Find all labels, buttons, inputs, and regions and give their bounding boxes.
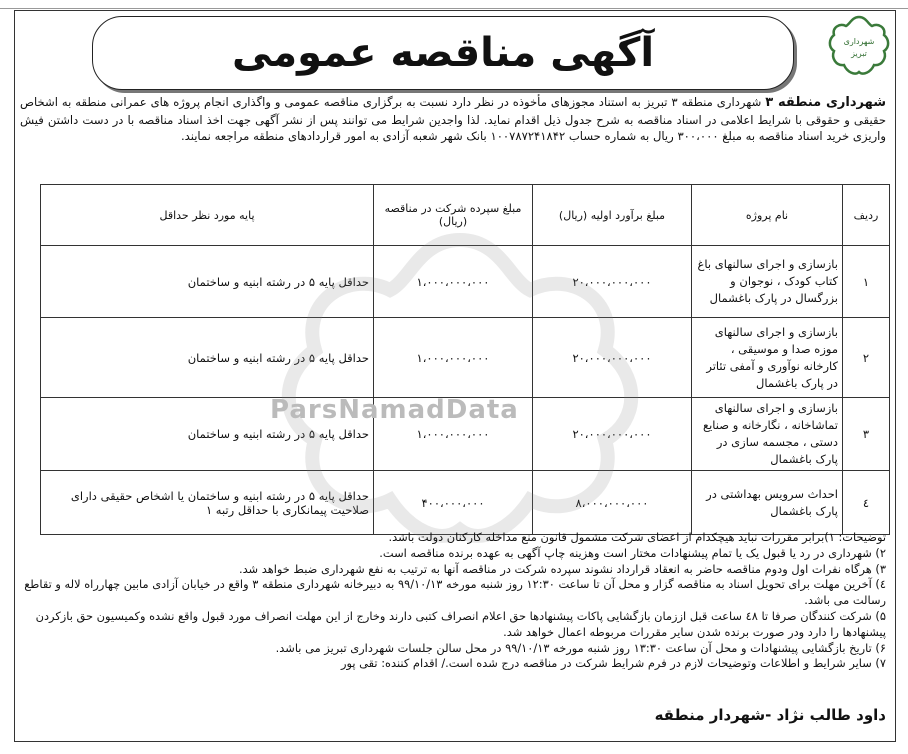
- minimum-grade: حداقل پایه ۵ در رشته ابنیه و ساختمان: [41, 398, 374, 471]
- table-header-row: [41, 185, 890, 246]
- title-banner: [92, 16, 794, 90]
- project-name: بازسازی و اجرای سالنهای موزه صدا و موسیقی ، کارخانه نوآوری و آمفی تئاتر در پارک باغشمال: [692, 318, 843, 398]
- table-row: [41, 246, 890, 318]
- deposit-amount: ۴۰۰،۰۰۰،۰۰۰: [374, 471, 533, 535]
- note-item: ۷) سایر شرایط و اطلاعات وتوضیحات لازم در فرم شرایط شرکت در مناقصه درج شده است./ اقدام کننده: تقی پور: [340, 656, 886, 671]
- row-number: ۲: [843, 318, 890, 398]
- table-row: [41, 318, 890, 398]
- minimum-grade: حداقل پایه ۵ در رشته ابنیه و ساختمان: [41, 246, 374, 318]
- org-name: شهرداری منطقه ۳: [765, 95, 886, 110]
- row-number: ۳: [843, 398, 890, 471]
- notice-title: آگهی مناقصه عمومی: [231, 30, 655, 76]
- notes-section: [20, 530, 886, 672]
- project-name: بازسازی و اجرای سالنهای تماشاخانه ، نگارخانه و صنایع دستی ، مجسمه سازی در پارک باغشمال: [692, 398, 843, 471]
- note-item: توضیحات: ۱)برابر مقررات نباید هیچکدام از اعضای شرکت مشمول قانون منع مداخله کارکنان دولت باشد.: [388, 530, 886, 544]
- watermark-text: ParsNamadData: [270, 395, 519, 425]
- project-name: بازسازی و اجرای سالنهای باغ کتاب کودک ، نوجوان و بزرگسال در پارک باغشمال: [692, 246, 843, 318]
- note-item: ٤) آخرین مهلت برای تحویل اسناد به مناقصه گزار و محل آن تا ساعت ۱۲:۳۰ روز شنبه مورخه ۹۹/۱۰/۱۳ به دبیرخانه شهرداری منطقه ۳ واقع در خیابان آزادی مابین چهارراه لاله و تقاطع رسالت می باشد.: [24, 577, 886, 608]
- note-item: ۵) شرکت کنندگان صرفا تا ٤٨ ساعت قبل اززمان بازگشایی پاکات پیشنهادها حق اعلام انصراف کتبی دارند وخارج از این مهلت انصراف مورد قبول واقع نشده وکمیسیون حق بازکردن پیشنهادها را دارد ودر صورت برنده شدن سایر مقررات مربوطه اعمال خواهد شد.: [35, 608, 886, 639]
- projects-table: [40, 184, 890, 535]
- col-deposit: مبلغ سپرده شرکت در مناقصه (ریال): [374, 185, 533, 246]
- svg-text:تبریز: تبریز: [851, 49, 867, 58]
- signature-line: داود طالب نژاد -شهردار منطقه: [654, 706, 886, 724]
- intro-paragraph: [20, 94, 886, 145]
- estimate-amount: ۲۰،۰۰۰،۰۰۰،۰۰۰: [533, 398, 692, 471]
- col-estimate: مبلغ برآورد اولیه (ریال): [533, 185, 692, 246]
- row-number: ٤: [843, 471, 890, 535]
- top-strip: [0, 0, 908, 9]
- estimate-amount: ۸،۰۰۰،۰۰۰،۰۰۰: [533, 471, 692, 535]
- project-name: احداث سرویس بهداشتی در پارک باغشمال: [692, 471, 843, 535]
- municipality-logo-icon: [826, 14, 892, 80]
- deposit-amount: ۱،۰۰۰،۰۰۰،۰۰۰: [374, 318, 533, 398]
- note-item: ۳) هرگاه نفرات اول ودوم مناقصه حاضر به انعقاد قرارداد نشوند سپرده شرکت در مناقصه آنها به ترتیب به نفع شهرداری ضبط خواهد شد.: [238, 561, 886, 576]
- minimum-grade: حداقل پایه ۵ در رشته ابنیه و ساختمان: [41, 318, 374, 398]
- table-row: [41, 471, 890, 535]
- col-minimum-grade: پایه مورد نظر حداقل: [41, 185, 374, 246]
- col-row-number: ردیف: [843, 185, 890, 246]
- note-item: ۲) شهرداری در رد یا قبول یک یا تمام پیشنهادات مختار است وهزینه چاپ آگهی به عهده برنده مناقصه است.: [379, 545, 886, 560]
- col-project-name: نام پروژه: [692, 185, 843, 246]
- deposit-amount: ۱،۰۰۰،۰۰۰،۰۰۰: [374, 246, 533, 318]
- estimate-amount: ۲۰،۰۰۰،۰۰۰،۰۰۰: [533, 318, 692, 398]
- deposit-amount: ۱،۰۰۰،۰۰۰،۰۰۰: [374, 398, 533, 471]
- estimate-amount: ۲۰،۰۰۰،۰۰۰،۰۰۰: [533, 246, 692, 318]
- row-number: ۱: [843, 246, 890, 318]
- minimum-grade: حداقل پایه ۵ در رشته ابنیه و ساختمان یا اشخاص حقیقی دارای صلاحیت پیمانکاری با حداقل رتبه ۱: [41, 471, 374, 535]
- note-item: ۶) تاریخ بازگشایی پیشنهادات و محل آن ساعت ۱۳:۳۰ روز شنبه مورخه ۹۹/۱۰/۱۳ در محل سالن جلسات شهرداری تبریز می باشد.: [275, 640, 886, 655]
- intro-text: شهرداری منطقه ۳ تبریز به استناد مجوزهای مأخوذه در نظر دارد نسبت به برگزاری مناقصه عمومی و واگذاری انجام پروژه های عمرانی منطقه به اشخاص حقیقی و حقوقی با شرایط اعلامی در اسناد مناقصه به شرح جدول ذیل اقدام نماید. لذا واجدین شرایط می توانند پس از نشر آگهی جهت اخذ اسناد مناقصه با در دست داشتن فیش واریزی خرید اسناد مناقصه به مبلغ ۳۰۰،۰۰۰ ریال به شماره حساب ۱۰۰۷۸۷۲۴۱۸۴۲ بانک شهر شعبه آزادی به امور قراردادهای منطقه مراجعه نمایند.: [20, 95, 886, 143]
- svg-text:شهرداری: شهرداری: [843, 37, 875, 46]
